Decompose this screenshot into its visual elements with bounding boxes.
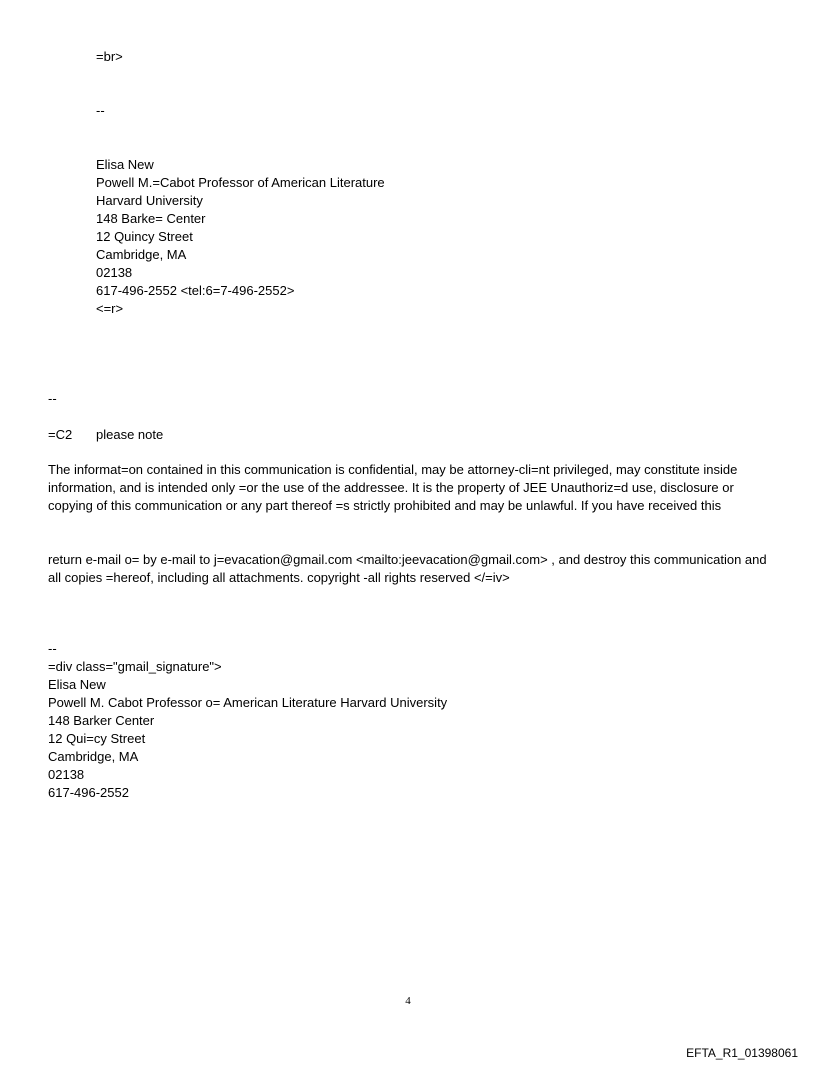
document-id: EFTA_R1_01398061 — [686, 1046, 798, 1060]
notice-code: =C2 — [48, 427, 73, 442]
signature-line: 617-496-2552 <tel:6=7-496-2552> — [96, 283, 295, 298]
signature-line: Cambridge, MA — [96, 247, 187, 262]
signature-line: =div class="gmail_signature"> — [48, 659, 222, 674]
signature-line: Elisa New — [48, 677, 106, 692]
signature-line: 02138 — [96, 265, 133, 280]
br-tag-line: =br> — [96, 49, 123, 64]
confidentiality-paragraph: The informat=on contained in this communication is confidential, may be attorney-cli=nt privileged, may constitute inside information, and is intended only =or the use of the addressee. It is the property of JEE Unauthoriz=d use, disclosure or copying of this communication or any part thereof =s strictly prohibited and may be unlawful. If you have received this — [48, 462, 738, 513]
signature-line: 148 Barker Center — [48, 713, 155, 728]
signature-line: <=r> — [96, 301, 124, 316]
signature-line: 12 Quincy Street — [96, 229, 193, 244]
signature-line: 02138 — [48, 767, 85, 782]
signature-line: 148 Barke= Center — [96, 211, 206, 226]
signature-separator: -- — [48, 641, 57, 656]
separator-notice: -- — [48, 391, 57, 406]
signature-line: Cambridge, MA — [48, 749, 139, 764]
signature-line: Powell M.=Cabot Professor of American Literature — [96, 175, 385, 190]
notice-label: please note — [96, 427, 164, 442]
signature-line: 12 Qui=cy Street — [48, 731, 146, 746]
separator-top: -- — [96, 103, 105, 118]
signature-line: Elisa New — [96, 157, 154, 172]
return-email-paragraph: return e-mail o= by e-mail to j=evacation@gmail.com <mailto:jeevacation@gmail.com> , and destroy this communication and all copies =hereof, including all attachments. copyright -all rights reserved </=iv> — [48, 552, 767, 585]
signature-line: 617-496-2552 — [48, 785, 129, 800]
page-number: 4 — [405, 995, 411, 1007]
signature-line: Powell M. Cabot Professor o= American Literature Harvard University — [48, 695, 448, 710]
signature-line: Harvard University — [96, 193, 203, 208]
